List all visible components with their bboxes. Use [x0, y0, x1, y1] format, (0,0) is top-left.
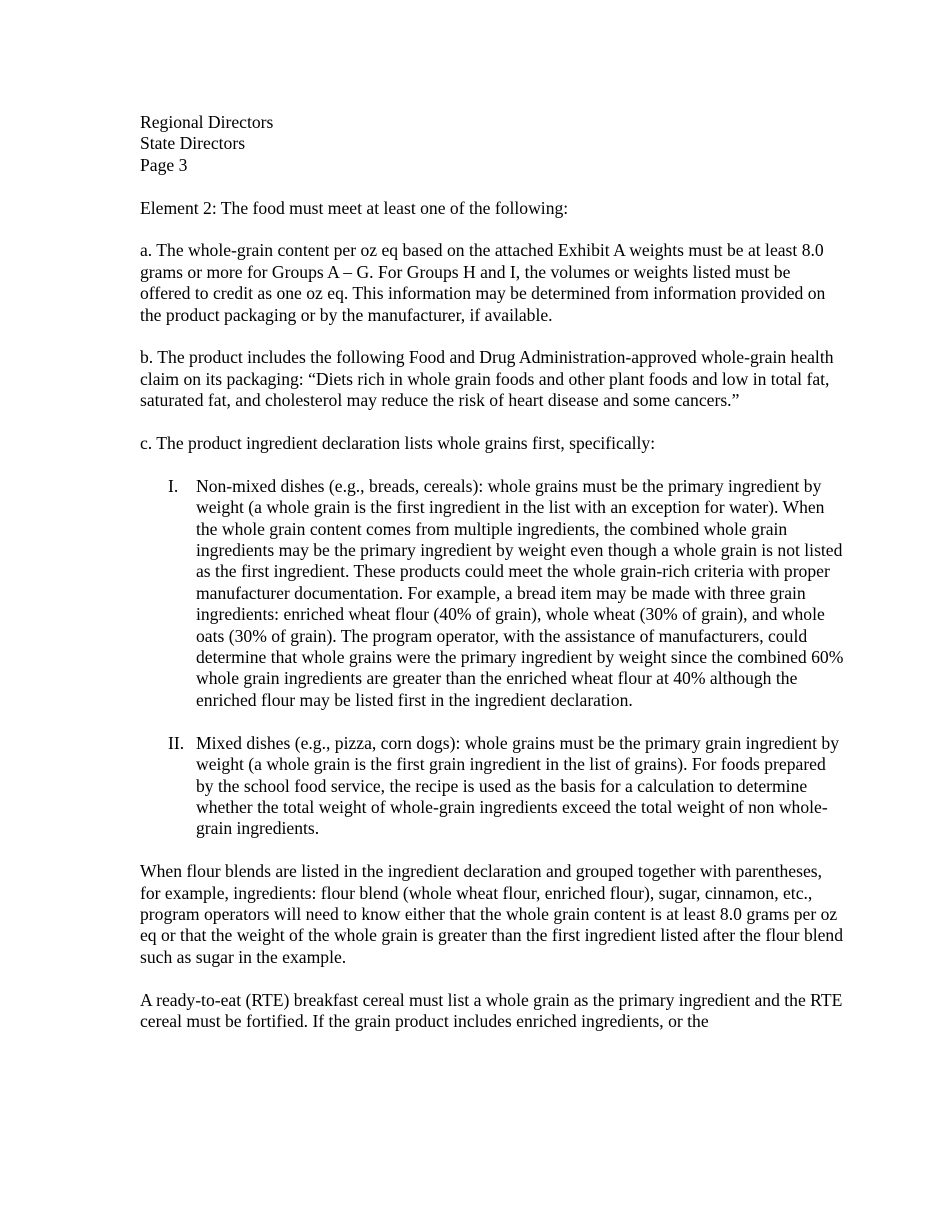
paragraph-b: b. The product includes the following Food and Drug Administration-approved whole-grain health claim on its packaging: “Diets rich in whole grain foods and other plant foods and low in total fat, saturated fat, and cholesterol may reduce the risk of heart disease and some cancers.”: [140, 347, 834, 411]
whole-grain-criteria-list: [140, 476, 845, 840]
list-item: [140, 733, 845, 840]
paragraph-flour-blend: When flour blends are listed in the ingredient declaration and grouped together with parentheses, for example, ingredients: flour blend (whole wheat flour, enriched flour), sugar, cinnamon, etc., program operators will need to know either that the whole grain content is at least 8.0 grams per oz eq or that the weight of the whole grain is greater than the first ingredient listed after the flour blend such as sugar in the example.: [140, 861, 844, 967]
document-page: [140, 112, 845, 1032]
list-numeral: I.: [168, 475, 179, 496]
list-item-text: Non-mixed dishes (e.g., breads, cereals): whole grains must be the primary ingredient by weight (a whole grain is the first ingredient in the list with an exception for water). When the whole grain content comes from multiple ingredients, the combined whole grain ingredients may be the primary ingredient by weight even though a whole grain is not listed as the first ingredient. These products could meet the whole grain-rich criteria with proper manufacturer documentation. For example, a bread item may be made with three grain ingredients: enriched wheat flour (40% of grain), whole wheat (30% of grain), and whole oats (30% of grain). The program operator, with the assistance of manufacturers, could determine that whole grains were the primary ingredient by weight since the combined 60% whole grain ingredients are greater than the enriched wheat flour at 40% although the enriched flour may be listed first in the ingredient declaration.: [196, 475, 844, 710]
recipient-regional-directors: Regional Directors: [140, 112, 274, 132]
paragraph-c: c. The product ingredient declaration lists whole grains first, specifically:: [140, 433, 656, 454]
page-number: Page 3: [140, 154, 188, 175]
element2-intro: Element 2: The food must meet at least one of the following:: [140, 197, 569, 218]
list-numeral: II.: [168, 732, 185, 753]
paragraph-rte-cereal: A ready-to-eat (RTE) breakfast cereal must list a whole grain as the primary ingredient and the RTE cereal must be fortified. If the grain product includes enriched ingredients, or the: [140, 989, 843, 1031]
recipient-state-directors: State Directors: [140, 133, 246, 154]
letter-header: [140, 112, 845, 176]
list-item: [140, 476, 845, 711]
paragraph-a: a. The whole-grain content per oz eq based on the attached Exhibit A weights must be at least 8.0 grams or more for Groups A – G. For Groups H and I, the volumes or weights listed must be offered to credit as one oz eq. This information may be determined from information provided on the product packaging or by the manufacturer, if available.: [140, 240, 826, 325]
list-item-text: Mixed dishes (e.g., pizza, corn dogs): whole grains must be the primary grain ingredient by weight (a whole grain is the first grain ingredient in the list of grains). For foods prepared by the school food service, the recipe is used as the basis for a calculation to determine whether the total weight of whole-grain ingredients exceed the total weight of non whole-grain ingredients.: [196, 732, 839, 839]
